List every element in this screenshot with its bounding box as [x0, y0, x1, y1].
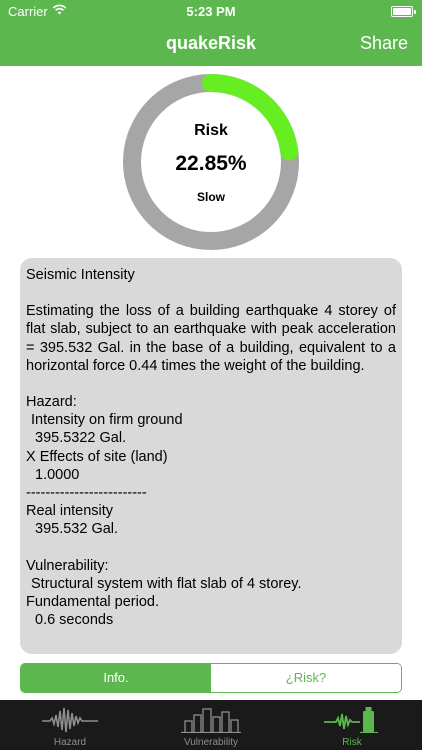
- tab-hazard-label: Hazard: [53, 737, 87, 748]
- risk-speed-label: Slow: [196, 190, 225, 204]
- real-intensity-value: 395.532 Gal.: [35, 521, 119, 538]
- city-buildings-icon: [181, 705, 241, 733]
- vulnerability-heading: Vulnerability:: [26, 557, 109, 574]
- risk-gauge: [121, 72, 301, 252]
- info-description: Estimating the loss of a building earthquake 4 storey of flat slab, subject to an earthquake with peak acceleration = 395.532 Gal. in the base of a building, equivalent to a horizontal force 0.44 times the weight of the building.: [26, 303, 396, 374]
- real-intensity-label: Real intensity: [26, 503, 114, 520]
- structural-system: Structural system with flat slab of 4 storey.: [31, 575, 302, 592]
- fundamental-period-label: Fundamental period.: [26, 594, 159, 611]
- wave-building-icon: [322, 705, 382, 733]
- firm-ground-label: Intensity on firm ground: [31, 412, 183, 429]
- site-effects-label: X Effects of site (land): [26, 448, 168, 465]
- gauge-label: Risk: [194, 122, 228, 139]
- segment-info[interactable]: Info.: [21, 664, 211, 692]
- site-effects-value: 1.0000: [35, 466, 80, 483]
- hazard-heading: Hazard:: [26, 394, 77, 411]
- tab-risk-label: Risk: [342, 737, 362, 748]
- risk-percentage: 22.85%: [175, 152, 247, 175]
- separator-line: -------------------------: [26, 485, 147, 502]
- firm-ground-value: 395.5322 Gal.: [35, 430, 127, 447]
- status-time: 5:23 PM: [186, 4, 236, 19]
- segment-risk[interactable]: ¿Risk?: [211, 664, 401, 692]
- tab-vulnerability[interactable]: [141, 700, 281, 750]
- status-bar: [0, 0, 422, 22]
- info-title: Seismic Intensity: [26, 267, 135, 283]
- tab-bar: [0, 700, 422, 750]
- battery-icon: [391, 6, 413, 17]
- info-risk-segmented-control: [20, 663, 402, 693]
- navigation-bar: [0, 22, 422, 66]
- page-title: quakeRisk: [165, 33, 257, 53]
- info-panel: [20, 258, 402, 654]
- fundamental-period-value: 0.6 seconds: [35, 612, 114, 629]
- tab-risk[interactable]: [282, 700, 422, 750]
- tab-vulnerability-label: Vulnerability: [183, 737, 239, 748]
- seismograph-wave-icon: [40, 705, 100, 733]
- carrier-label: Carrier: [8, 4, 48, 19]
- tab-hazard[interactable]: [0, 700, 140, 750]
- share-button[interactable]: Share: [359, 33, 408, 53]
